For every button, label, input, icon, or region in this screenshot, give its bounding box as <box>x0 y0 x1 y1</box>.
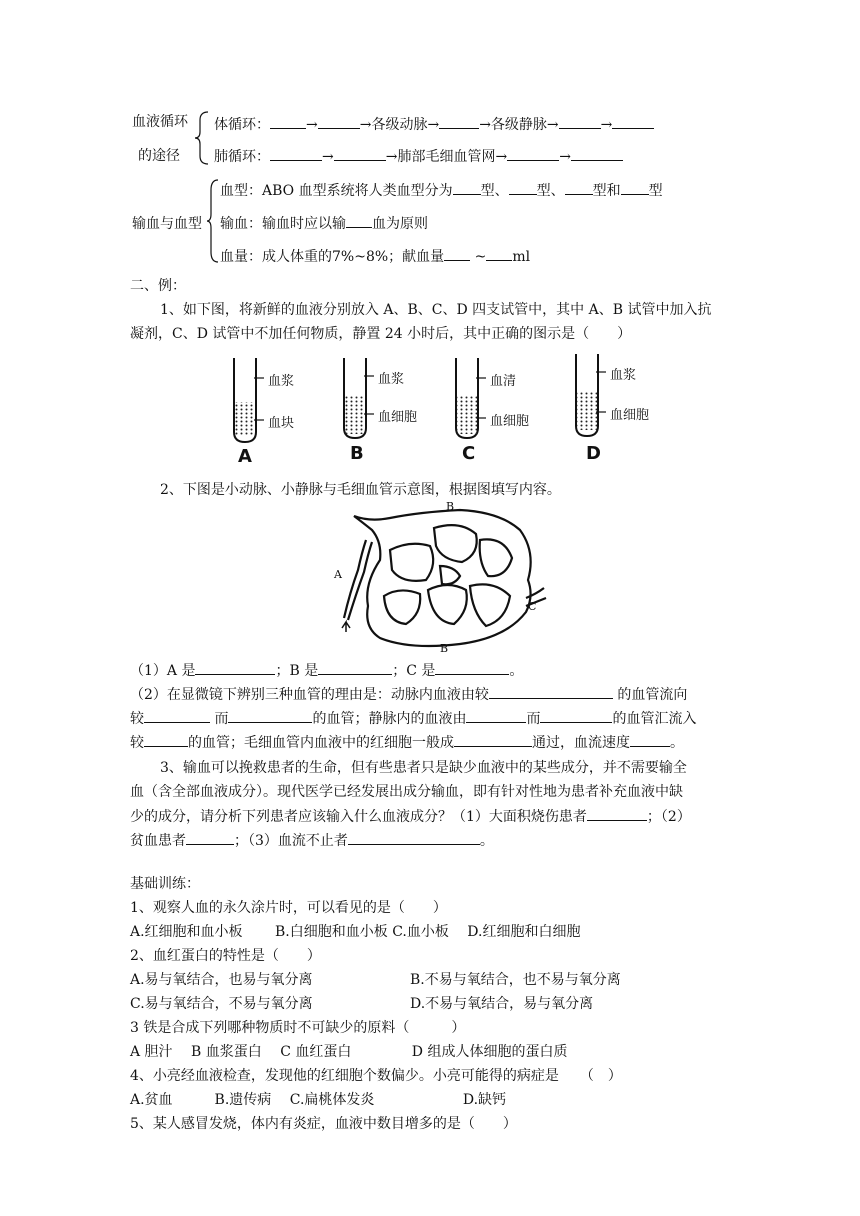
training-q3: 3 铁是合成下列哪种物质时不可缺少的原料（ ） <box>130 1020 466 1036</box>
tube-a-bottom-label: 血块 <box>268 416 295 431</box>
blank[interactable] <box>144 708 210 723</box>
q3-line-3: 少的成分，请分析下列患者应该输入什么血液成分？（1）大面积烧伤患者 ；（2） <box>130 806 691 827</box>
blank[interactable] <box>454 732 532 747</box>
tube-d-top-label: 血浆 <box>610 368 637 383</box>
training-q1: 1、观察人血的永久涂片时，可以看见的是（ ） <box>130 900 447 916</box>
systemic-circulation-line: 体循环： → →各级动脉→ →各级静脉→ → <box>214 114 654 135</box>
training-q2-option-c: C.易与氧结合，不易与氧分离 <box>130 996 313 1012</box>
blank[interactable] <box>318 660 392 675</box>
blank[interactable] <box>565 180 593 195</box>
section-2-title: 二、例： <box>130 278 186 294</box>
circulation-label-2: 的途径 <box>138 148 180 164</box>
q2-part1: （1）A 是 ；B 是 ；C 是 。 <box>130 660 523 681</box>
q3-line-1: 3、输血可以挽救患者的生命，但有些患者只是缺少血液中的某些成分，并不需要输全 <box>160 760 687 776</box>
tube-d-letter: D <box>586 443 601 464</box>
blank[interactable] <box>466 708 526 723</box>
circulation-label-1: 血液循环 <box>132 114 188 130</box>
blank[interactable] <box>486 246 512 261</box>
transfusion-brace <box>206 178 220 264</box>
tube-a-top-label: 血浆 <box>268 374 295 389</box>
tube-b <box>344 358 374 438</box>
blank[interactable] <box>489 684 613 699</box>
blank[interactable] <box>507 146 559 161</box>
blank[interactable] <box>435 660 509 675</box>
training-q2: 2、血红蛋白的特性是（ ） <box>130 948 321 964</box>
tube-b-letter: B <box>350 443 364 464</box>
transfusion-line: 输血：输血时应以输 血为原则 <box>220 213 428 234</box>
q2-part2-line2: 较 而 的血管；静脉内的血液由 而 的血管汇流入 <box>130 708 696 729</box>
tube-b-top-label: 血浆 <box>378 372 405 387</box>
vessel-label-a: A <box>334 568 342 581</box>
blank[interactable] <box>509 180 537 195</box>
blank[interactable] <box>144 732 188 747</box>
q2-part2-line1: （2）在显微镜下辨别三种血管的理由是：动脉内血液由较 的血管流向 <box>130 684 687 705</box>
blank[interactable] <box>195 660 275 675</box>
vessel-label-b-bottom: B <box>440 642 449 655</box>
q2-part2-line3: 较 的血管；毛细血管内血液中的红细胞一般成 通过，血流速度 。 <box>130 732 684 753</box>
tube-a-letter: A <box>238 446 252 467</box>
tube-c <box>456 358 486 438</box>
pulmonary-circulation-line: 肺循环： → →肺部毛细血管网→ → <box>214 146 623 167</box>
tube-c-letter: C <box>462 443 476 464</box>
blank[interactable] <box>453 180 481 195</box>
training-q2-option-d: D.不易与氧结合，易与氧分离 <box>410 996 594 1012</box>
blank[interactable] <box>587 806 647 821</box>
blank[interactable] <box>444 246 470 261</box>
training-title: 基础训练： <box>130 876 200 892</box>
training-q2-option-b: B.不易与氧结合，也不易与氧分离 <box>410 972 621 988</box>
blank[interactable] <box>186 830 234 845</box>
q3-line-2: 血（含全部血液成分）。现代医学已经发展出成分输血，即有针对性地为患者补充血液中缺 <box>130 784 683 800</box>
tube-c-top-label: 血清 <box>490 374 517 389</box>
q3-line-4: 贫血患者 ；（3）血流不止者 。 <box>130 830 494 851</box>
tube-d-bottom-label: 血细胞 <box>610 408 650 423</box>
blank[interactable] <box>630 732 670 747</box>
blank[interactable] <box>621 180 649 195</box>
test-tubes-figure <box>220 348 640 468</box>
blank[interactable] <box>540 708 612 723</box>
training-q1-options: A.红细胞和血小板 B.白细胞和血小板 C.血小板 D.红细胞和白细胞 <box>130 924 581 940</box>
training-q2-option-a: A.易与氧结合，也易与氧分离 <box>130 972 313 988</box>
blank[interactable] <box>270 146 322 161</box>
blank[interactable] <box>318 114 360 129</box>
vessel-label-c: C <box>528 600 537 613</box>
training-q4-options: A.贫血 B.遗传病 C.扁桃体发炎 D.缺钙 <box>130 1092 507 1108</box>
tube-b-bottom-label: 血细胞 <box>378 410 418 425</box>
blank[interactable] <box>334 146 386 161</box>
blank[interactable] <box>439 114 479 129</box>
blood-volume-line: 血量：成人体重的7%~8%；献血量 ~ ml <box>220 246 530 267</box>
blank[interactable] <box>571 146 623 161</box>
capillary-network-figure <box>330 500 550 656</box>
q2-intro: 2、下图是小动脉、小静脉与毛细血管示意图，根据图填写内容。 <box>160 482 561 498</box>
blood-type-line: 血型：ABO 血型系统将人类血型分为 型、 型、 型和 型 <box>220 180 663 201</box>
blank[interactable] <box>559 114 601 129</box>
circulation-brace <box>194 110 210 166</box>
training-q3-options: A 胆汁 B 血浆蛋白 C 血红蛋白 D 组成人体细胞的蛋白质 <box>130 1044 568 1060</box>
tube-a <box>234 358 264 442</box>
blank[interactable] <box>346 213 372 228</box>
vessel-label-b-top: B <box>446 500 455 513</box>
training-q4: 4、小亮经血液检查，发现他的红细胞个数偏少。小亮可能得的病症是 （ ） <box>130 1068 622 1084</box>
blank[interactable] <box>270 114 306 129</box>
training-q5: 5、某人感冒发烧，体内有炎症，血液中数目增多的是（ ） <box>130 1116 517 1132</box>
tube-d <box>576 354 606 436</box>
blank[interactable] <box>612 114 654 129</box>
blank[interactable] <box>228 708 312 723</box>
q1-line-1: 1、如下图，将新鲜的血液分别放入 A、B、C、D 四支试管中，其中 A、B 试管中加入抗 <box>160 302 712 318</box>
tube-c-bottom-label: 血细胞 <box>490 414 530 429</box>
q1-line-2: 凝剂，C、D 试管中不加任何物质，静置 24 小时后，其中正确的图示是（ ） <box>130 326 632 342</box>
blank[interactable] <box>348 830 480 845</box>
transfusion-label: 输血与血型 <box>132 216 202 232</box>
